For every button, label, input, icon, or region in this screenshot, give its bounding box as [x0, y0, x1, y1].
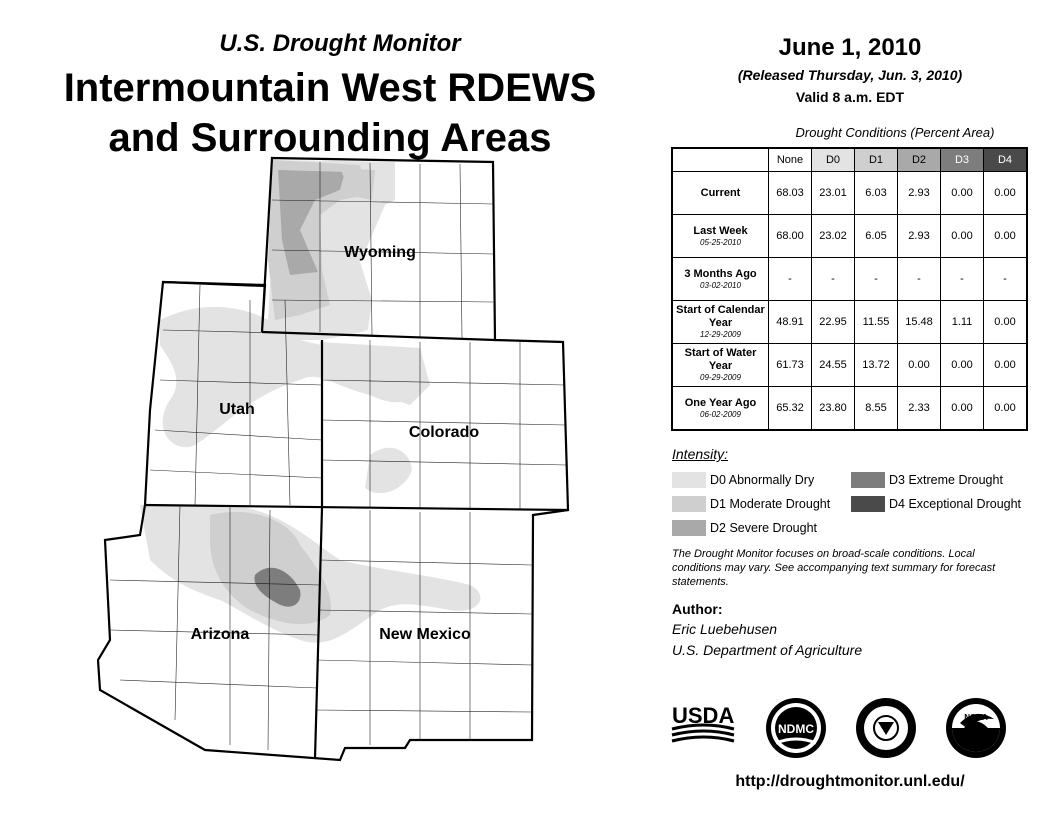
- table-cell: 2.93: [898, 172, 941, 215]
- row-label-text: Last Week: [693, 224, 748, 237]
- column-header: D0: [812, 148, 855, 172]
- table-cell: 61.73: [769, 344, 812, 387]
- legend-swatch-d4: [851, 496, 885, 512]
- table-cell: 0.00: [941, 387, 984, 431]
- table-cell: -: [984, 258, 1028, 301]
- map-subtitle: U.S. Drought Monitor: [219, 30, 461, 57]
- website-url[interactable]: http://droughtmonitor.unl.edu/: [735, 773, 965, 790]
- author-label: Author:: [672, 601, 723, 617]
- state-label-new-mexico: New Mexico: [379, 626, 471, 643]
- map-date: June 1, 2010: [778, 34, 922, 61]
- row-date: 05-25-2010: [700, 237, 741, 247]
- row-label: [672, 344, 769, 387]
- table-cell: 6.03: [855, 172, 898, 215]
- legend-swatch-d3: [851, 472, 885, 488]
- table-cell: 0.00: [984, 172, 1028, 215]
- legend-swatch-d1: [672, 496, 706, 512]
- column-header: D2: [898, 148, 941, 172]
- row-label-text: One Year Ago: [684, 396, 757, 409]
- author-name: Eric Luebehusen: [672, 621, 778, 637]
- state-label-colorado: Colorado: [408, 424, 480, 441]
- drought-conditions-table: [671, 147, 1028, 431]
- row-label: [672, 387, 769, 431]
- row-label: [672, 258, 769, 301]
- row-label: [672, 172, 769, 215]
- row-date: 03-02-2010: [700, 280, 741, 290]
- row-label: [672, 215, 769, 258]
- legend-title: Intensity:: [672, 446, 729, 462]
- table-cell: -: [941, 258, 984, 301]
- table-row: [672, 344, 1027, 387]
- row-label-text: 3 Months Ago: [684, 267, 757, 280]
- table-cell: 0.00: [984, 344, 1028, 387]
- commerce-seal-logo: [856, 698, 916, 758]
- table-cell: 0.00: [941, 215, 984, 258]
- table-row: [672, 215, 1027, 258]
- row-label-text: Start of Water Year: [684, 347, 757, 372]
- map-title-line1: Intermountain West RDEWS: [63, 66, 597, 110]
- map-title-line2: and Surrounding Areas: [108, 116, 552, 160]
- table-cell: 8.55: [855, 387, 898, 431]
- svg-text:NDMC: NDMC: [778, 722, 814, 736]
- row-label-text: Current: [700, 186, 741, 199]
- state-label-utah: Utah: [219, 401, 255, 418]
- legend-label-d0: D0 Abnormally Dry: [710, 473, 815, 487]
- table-row: [672, 172, 1027, 215]
- row-date: 06-02-2009: [700, 409, 741, 419]
- agency-logos: [668, 695, 1028, 765]
- ndmc-logo: [766, 698, 826, 758]
- table-row: [672, 301, 1027, 344]
- column-header: D1: [855, 148, 898, 172]
- row-date: 12-29-2009: [700, 330, 741, 339]
- table-row: [672, 258, 1027, 301]
- table-cell: -: [812, 258, 855, 301]
- release-date: (Released Thursday, Jun. 3, 2010): [737, 67, 963, 83]
- table-cell: -: [855, 258, 898, 301]
- column-header: None: [769, 148, 812, 172]
- table-cell: 23.80: [812, 387, 855, 431]
- table-cell: 1.11: [941, 301, 984, 344]
- table-cell: 15.48: [898, 301, 941, 344]
- row-label-text: Start of Calendar Year: [676, 304, 765, 329]
- table-cell: 2.93: [898, 215, 941, 258]
- table-cell: -: [898, 258, 941, 301]
- legend-label-d1: D1 Moderate Drought: [710, 497, 831, 511]
- table-cell: -: [769, 258, 812, 301]
- table-cell: 0.00: [984, 215, 1028, 258]
- table-cell: 13.72: [855, 344, 898, 387]
- table-cell: 0.00: [941, 172, 984, 215]
- table-cell: 48.91: [769, 301, 812, 344]
- column-header: D3: [941, 148, 984, 172]
- row-date: 09-29-2009: [700, 373, 741, 382]
- column-header: D4: [984, 148, 1028, 172]
- valid-time: Valid 8 a.m. EDT: [795, 89, 905, 105]
- table-cell: 68.03: [769, 172, 812, 215]
- table-cell: 11.55: [855, 301, 898, 344]
- table-corner: [672, 148, 769, 172]
- svg-text:NOAA: NOAA: [964, 713, 988, 722]
- usda-logo: [672, 703, 734, 741]
- svg-text:USDA: USDA: [672, 703, 735, 728]
- author-org: U.S. Department of Agriculture: [672, 642, 863, 658]
- table-cell: 22.95: [812, 301, 855, 344]
- table-cell: 23.02: [812, 215, 855, 258]
- table-caption: Drought Conditions (Percent Area): [795, 125, 995, 140]
- legend-label-d4: D4 Exceptional Drought: [889, 497, 1022, 511]
- table-cell: 65.32: [769, 387, 812, 431]
- state-label-wyoming: Wyoming: [344, 244, 416, 261]
- noaa-logo: [946, 698, 1006, 758]
- legend-swatch-d0: [672, 472, 706, 488]
- table-cell: 2.33: [898, 387, 941, 431]
- legend-label-d3: D3 Extreme Drought: [889, 473, 1003, 487]
- table-cell: 24.55: [812, 344, 855, 387]
- table-cell: 0.00: [984, 387, 1028, 431]
- legend-label-d2: D2 Severe Drought: [710, 521, 818, 535]
- row-label: [672, 301, 769, 344]
- table-cell: 0.00: [984, 301, 1028, 344]
- table-cell: 68.00: [769, 215, 812, 258]
- drought-areas: [140, 160, 480, 643]
- legend-swatch-d2: [672, 520, 706, 536]
- disclaimer-note: The Drought Monitor focuses on broad-scale conditions. Local conditions may vary. See accompanying text summary for forecast statements.: [672, 548, 996, 588]
- table-cell: 6.05: [855, 215, 898, 258]
- table-row: [672, 387, 1027, 431]
- table-cell: 23.01: [812, 172, 855, 215]
- state-label-arizona: Arizona: [190, 626, 250, 643]
- table-cell: 0.00: [941, 344, 984, 387]
- table-cell: 0.00: [898, 344, 941, 387]
